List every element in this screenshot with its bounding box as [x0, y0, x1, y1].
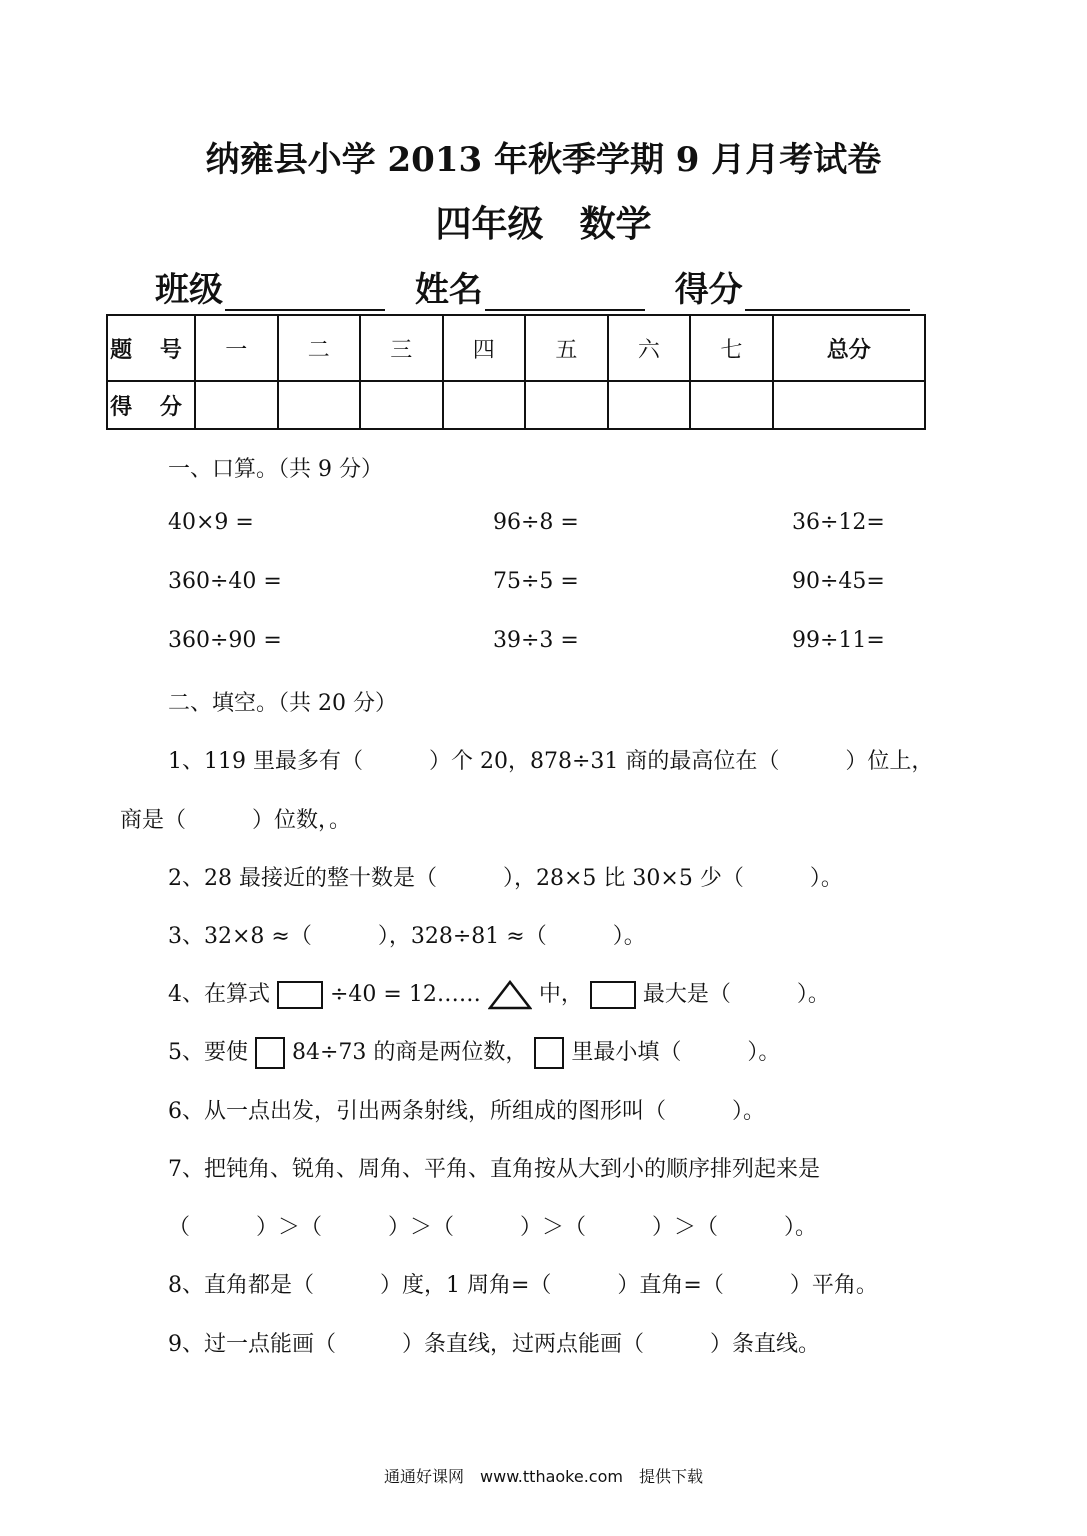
question-5-expr: 84÷73 的商是两位数， — [292, 1040, 528, 1065]
score-cell[interactable] — [278, 381, 361, 429]
square-blank-icon — [277, 981, 323, 1009]
square-blank-icon — [590, 981, 636, 1009]
score-label: 得分 — [674, 270, 743, 310]
calc-item: 360÷40 = — [168, 569, 282, 594]
name-blank — [485, 275, 645, 311]
question-5 — [168, 1035, 780, 1069]
question-number-label: 题 号 — [107, 315, 195, 381]
section2-title: 二、填空。（共 20 分） — [168, 691, 397, 716]
class-label: 班级 — [155, 270, 223, 310]
square-blank-icon — [534, 1037, 564, 1069]
score-cell[interactable] — [443, 381, 526, 429]
triangle-icon — [488, 980, 532, 1010]
score-row-label: 得 分 — [107, 381, 195, 429]
calc-item: 360÷90 = — [168, 628, 282, 653]
calc-item: 96÷8 = — [493, 510, 579, 535]
question-4-expr: ÷40 = 12…… — [330, 982, 481, 1007]
score-table — [106, 314, 926, 430]
calc-item: 90÷45= — [792, 569, 885, 594]
score-cell[interactable] — [525, 381, 608, 429]
score-cell[interactable] — [773, 381, 925, 429]
question-9: 9、过一点能画（ ）条直线，过两点能画（ ）条直线。 — [168, 1332, 820, 1357]
exam-subtitle: 四年级 数学 — [435, 203, 652, 245]
name-label: 姓名 — [414, 270, 483, 310]
calc-item: 99÷11= — [792, 628, 885, 653]
question-5-tail: 里最小填（ ）。 — [571, 1040, 781, 1065]
question-1: 1、119 里最多有（ ）个 20，878÷31 商的最高位在（ ）位上， — [168, 749, 934, 774]
calc-item: 75÷5 = — [493, 569, 579, 594]
col-4: 四 — [443, 315, 526, 381]
student-info-line — [155, 262, 928, 311]
question-3: 3、32×8 ≈（ ），328÷81 ≈（ ）。 — [168, 924, 646, 949]
calc-item: 36÷12= — [792, 510, 885, 535]
col-6: 六 — [608, 315, 691, 381]
score-blank — [745, 275, 910, 311]
question-7-order: （ ）＞（ ）＞（ ）＞（ ）＞（ ）。 — [168, 1215, 818, 1240]
question-4 — [168, 977, 830, 1010]
question-4-mid: 中， — [538, 982, 583, 1007]
score-cell[interactable] — [195, 381, 278, 429]
question-5-text: 5、要使 — [168, 1040, 248, 1065]
score-cell[interactable] — [608, 381, 691, 429]
col-7: 七 — [690, 315, 773, 381]
question-6: 6、从一点出发，引出两条射线，所组成的图形叫（ ）。 — [168, 1099, 765, 1124]
col-1: 一 — [195, 315, 278, 381]
section1-title: 一、口算。（共 9 分） — [168, 457, 383, 482]
question-4-text: 4、在算式 — [168, 982, 270, 1007]
question-7: 7、把钝角、锐角、周角、平角、直角按从大到小的顺序排列起来是 — [168, 1157, 820, 1182]
col-5: 五 — [525, 315, 608, 381]
footer-source: 通通好课网 www.tthaoke.com 提供下载 — [384, 1467, 703, 1486]
question-1-cont: 商是（ ）位数，。 — [120, 808, 352, 833]
square-blank-icon — [255, 1037, 285, 1069]
col-total: 总分 — [773, 315, 925, 381]
score-cell[interactable] — [360, 381, 443, 429]
class-blank — [225, 275, 385, 311]
col-2: 二 — [278, 315, 361, 381]
calc-item: 39÷3 = — [493, 628, 579, 653]
score-table-score-row — [107, 381, 925, 429]
question-8: 8、直角都是（ ）度，1 周角=（ ）直角=（ ）平角。 — [168, 1273, 878, 1298]
col-3: 三 — [360, 315, 443, 381]
question-4-tail: 最大是（ ）。 — [642, 982, 830, 1007]
exam-title: 纳雍县小学 2013 年秋季学期 9 月月考试卷 — [205, 140, 882, 180]
calc-item: 40×9 = — [168, 510, 254, 535]
score-cell[interactable] — [690, 381, 773, 429]
score-table-header-row — [107, 315, 925, 381]
question-2: 2、28 最接近的整十数是（ ），28×5 比 30×5 少（ ）。 — [168, 866, 843, 891]
